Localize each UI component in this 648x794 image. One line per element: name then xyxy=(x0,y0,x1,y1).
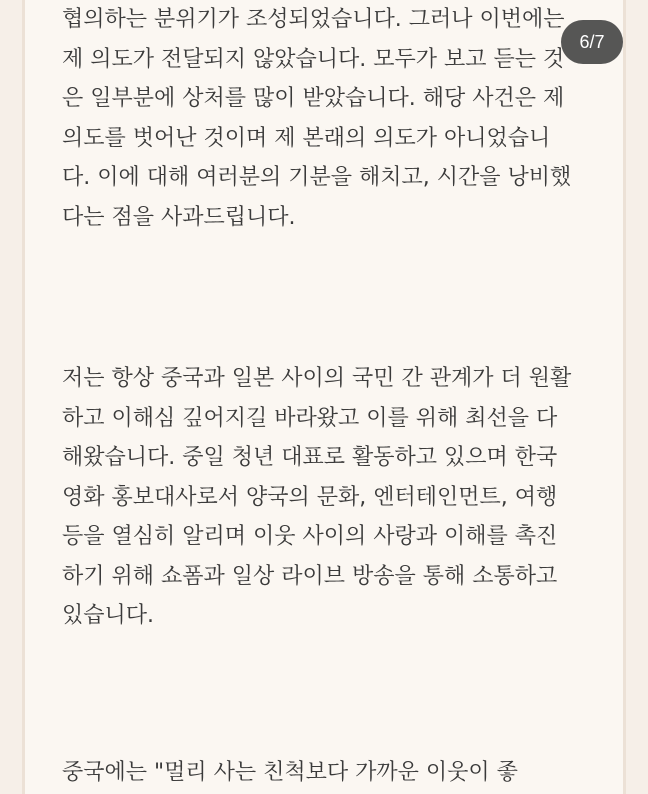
paragraph-line: 은 일부분에 상처를 많이 받았습니다. 해당 사건은 제 xyxy=(62,86,565,111)
page-right-border xyxy=(623,0,626,794)
paragraph-line: 있습니다. xyxy=(62,603,155,628)
paragraph-proverb xyxy=(62,753,602,793)
paragraph-line: 다. 이에 대해 여러분의 기분을 해치고, 시간을 낭비했 xyxy=(62,165,572,190)
paragraph-line: 하고 이해심 깊어지길 바라왔고 이를 위해 최선을 다 xyxy=(62,405,558,431)
paragraph-line: 해왔습니다. 중일 청년 대표로 활동하고 있으며 한국 xyxy=(62,445,558,470)
paragraph-apology xyxy=(62,0,602,237)
paragraph-line: 의도를 벗어난 것이며 제 본래의 의도가 아니었습니 xyxy=(62,125,551,151)
paragraph-line: 다는 점을 사과드립니다. xyxy=(62,204,296,230)
paragraph-line: 협의하는 분위기가 조성되었습니다. 그러나 이번에는 xyxy=(62,7,565,32)
paragraph-line: 저는 항상 중국과 일본 사이의 국민 간 관계가 더 원활 xyxy=(62,366,572,391)
page-indicator-badge: 6/7 xyxy=(561,20,623,64)
paragraph-relations xyxy=(62,359,602,636)
paragraph-line: 제 의도가 전달되지 않았습니다. 모두가 보고 듣는 것 xyxy=(62,46,565,72)
paragraph-line: 하기 위해 쇼폼과 일상 라이브 방송을 통해 소통하고 xyxy=(62,563,558,589)
paragraph-line: 등을 열심히 알리며 이웃 사이의 사랑과 이해를 촉진 xyxy=(62,524,558,549)
paragraph-line: 중국에는 "멀리 사는 친척보다 가까운 이웃이 좋 xyxy=(62,760,518,785)
paragraph-line: 영화 홍보대사로서 양국의 문화, 엔터테인먼트, 여행 xyxy=(62,484,558,510)
